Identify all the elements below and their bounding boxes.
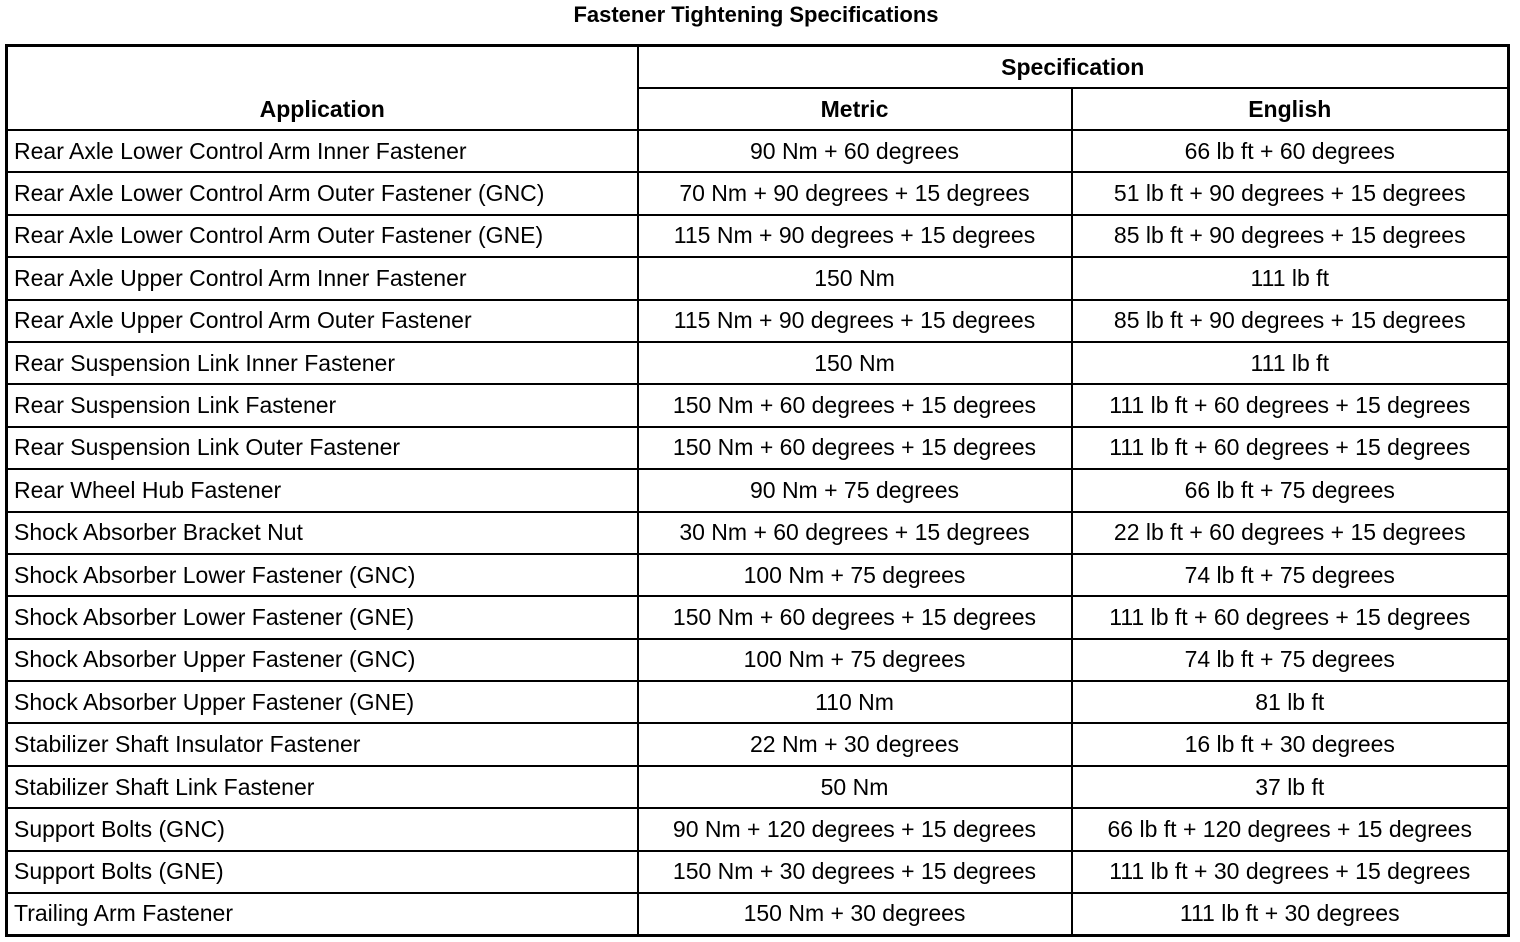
page-title: Fastener Tightening Specifications	[573, 2, 939, 27]
application-cell: Rear Axle Upper Control Arm Outer Fastener	[7, 300, 638, 342]
english-cell: 66 lb ft + 60 degrees	[1072, 130, 1509, 172]
english-cell: 81 lb ft	[1072, 681, 1509, 723]
application-cell: Shock Absorber Lower Fastener (GNE)	[7, 596, 638, 638]
english-cell: 51 lb ft + 90 degrees + 15 degrees	[1072, 172, 1509, 214]
table-row	[7, 342, 1509, 384]
application-cell: Stabilizer Shaft Link Fastener	[7, 766, 638, 808]
table-row	[7, 300, 1509, 342]
english-cell: 74 lb ft + 75 degrees	[1072, 554, 1509, 596]
metric-cell: 150 Nm + 60 degrees + 15 degrees	[638, 596, 1072, 638]
table-row	[7, 384, 1509, 426]
metric-cell: 70 Nm + 90 degrees + 15 degrees	[638, 172, 1072, 214]
metric-cell: 150 Nm + 60 degrees + 15 degrees	[638, 384, 1072, 426]
application-cell: Rear Axle Lower Control Arm Outer Fastener (GNC)	[7, 172, 638, 214]
metric-cell: 150 Nm + 60 degrees + 15 degrees	[638, 427, 1072, 469]
metric-cell: 100 Nm + 75 degrees	[638, 554, 1072, 596]
application-cell: Stabilizer Shaft Insulator Fastener	[7, 723, 638, 765]
application-cell: Shock Absorber Upper Fastener (GNE)	[7, 681, 638, 723]
application-cell: Rear Suspension Link Fastener	[7, 384, 638, 426]
application-cell: Rear Axle Lower Control Arm Outer Fastener (GNE)	[7, 215, 638, 257]
table-row	[7, 723, 1509, 765]
metric-cell: 115 Nm + 90 degrees + 15 degrees	[638, 300, 1072, 342]
table-row	[7, 851, 1509, 893]
table-row	[7, 172, 1509, 214]
metric-cell: 150 Nm	[638, 257, 1072, 299]
metric-cell: 115 Nm + 90 degrees + 15 degrees	[638, 215, 1072, 257]
table-row	[7, 257, 1509, 299]
application-cell: Shock Absorber Lower Fastener (GNC)	[7, 554, 638, 596]
application-cell: Rear Axle Upper Control Arm Inner Fastener	[7, 257, 638, 299]
application-cell: Rear Axle Lower Control Arm Inner Fastener	[7, 130, 638, 172]
metric-cell: 22 Nm + 30 degrees	[638, 723, 1072, 765]
table-row	[7, 596, 1509, 638]
english-cell: 111 lb ft + 60 degrees + 15 degrees	[1072, 427, 1509, 469]
english-cell: 85 lb ft + 90 degrees + 15 degrees	[1072, 300, 1509, 342]
english-cell: 111 lb ft + 30 degrees + 15 degrees	[1072, 851, 1509, 893]
table-row	[7, 681, 1509, 723]
table-row	[7, 554, 1509, 596]
table-row	[7, 215, 1509, 257]
application-cell: Rear Wheel Hub Fastener	[7, 469, 638, 511]
english-cell: 66 lb ft + 120 degrees + 15 degrees	[1072, 808, 1509, 850]
application-cell: Rear Suspension Link Outer Fastener	[7, 427, 638, 469]
specification-group-header: Specification	[638, 46, 1509, 89]
application-cell: Trailing Arm Fastener	[7, 893, 638, 935]
application-cell: Shock Absorber Bracket Nut	[7, 512, 638, 554]
application-cell: Rear Suspension Link Inner Fastener	[7, 342, 638, 384]
metric-cell: 90 Nm + 60 degrees	[638, 130, 1072, 172]
metric-cell: 150 Nm + 30 degrees	[638, 893, 1072, 935]
table-row	[7, 639, 1509, 681]
table-row	[7, 766, 1509, 808]
application-column-header: Application	[7, 46, 638, 131]
metric-cell: 110 Nm	[638, 681, 1072, 723]
metric-cell: 90 Nm + 75 degrees	[638, 469, 1072, 511]
header-row-top	[7, 46, 1509, 89]
table-row	[7, 808, 1509, 850]
english-cell: 111 lb ft + 60 degrees + 15 degrees	[1072, 384, 1509, 426]
table-row	[7, 893, 1509, 935]
english-column-header: English	[1072, 88, 1509, 130]
metric-cell: 150 Nm	[638, 342, 1072, 384]
application-cell: Support Bolts (GNC)	[7, 808, 638, 850]
english-cell: 111 lb ft + 30 degrees	[1072, 893, 1509, 935]
metric-cell: 100 Nm + 75 degrees	[638, 639, 1072, 681]
metric-cell: 150 Nm + 30 degrees + 15 degrees	[638, 851, 1072, 893]
english-cell: 111 lb ft	[1072, 257, 1509, 299]
english-cell: 111 lb ft	[1072, 342, 1509, 384]
fastener-spec-table	[5, 44, 1510, 937]
table-row	[7, 427, 1509, 469]
application-cell: Support Bolts (GNE)	[7, 851, 638, 893]
table-row	[7, 512, 1509, 554]
table-body	[7, 130, 1509, 935]
english-cell: 85 lb ft + 90 degrees + 15 degrees	[1072, 215, 1509, 257]
metric-cell: 50 Nm	[638, 766, 1072, 808]
english-cell: 74 lb ft + 75 degrees	[1072, 639, 1509, 681]
table-row	[7, 130, 1509, 172]
application-cell: Shock Absorber Upper Fastener (GNC)	[7, 639, 638, 681]
metric-cell: 90 Nm + 120 degrees + 15 degrees	[638, 808, 1072, 850]
english-cell: 16 lb ft + 30 degrees	[1072, 723, 1509, 765]
english-cell: 111 lb ft + 60 degrees + 15 degrees	[1072, 596, 1509, 638]
english-cell: 37 lb ft	[1072, 766, 1509, 808]
metric-cell: 30 Nm + 60 degrees + 15 degrees	[638, 512, 1072, 554]
metric-column-header: Metric	[638, 88, 1072, 130]
english-cell: 66 lb ft + 75 degrees	[1072, 469, 1509, 511]
table-header	[7, 46, 1509, 131]
english-cell: 22 lb ft + 60 degrees + 15 degrees	[1072, 512, 1509, 554]
table-row	[7, 469, 1509, 511]
